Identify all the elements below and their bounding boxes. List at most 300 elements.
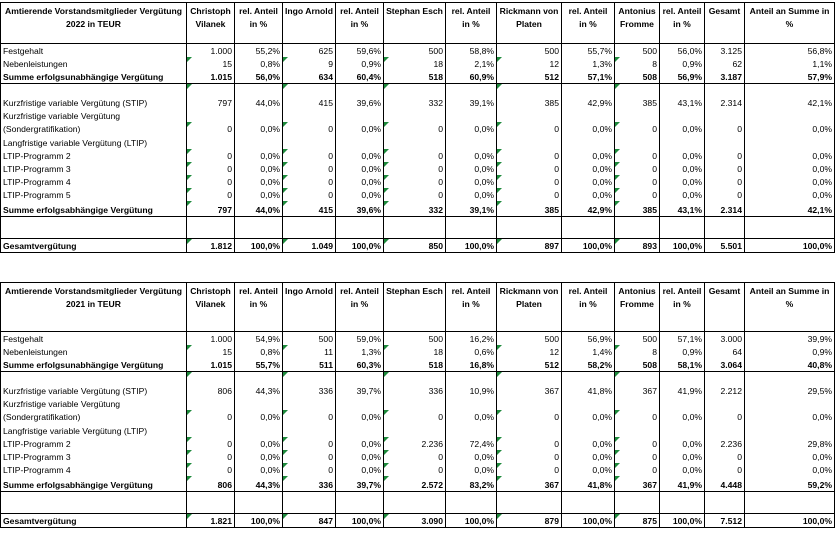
table-row <box>1 70 835 84</box>
value-cell: 508 <box>615 358 660 372</box>
value-cell: 0,0% <box>562 450 615 463</box>
value-cell: 0 <box>615 188 660 201</box>
value-cell: 41,9% <box>660 372 705 398</box>
value-cell: 0,0% <box>562 162 615 175</box>
table-title: Amtierende Vorstandsmitglieder Vergütung 2021 in TEUR <box>1 283 187 332</box>
empty-cell <box>615 135 660 149</box>
value-cell: 43,1% <box>660 201 705 217</box>
table-row <box>1 397 835 410</box>
row-label: (Sondergratifikation) <box>1 410 187 423</box>
column-header: Gesamt <box>705 283 745 332</box>
empty-cell <box>497 492 562 514</box>
value-cell: 415 <box>283 201 336 217</box>
column-header: rel. Anteil in % <box>235 3 283 44</box>
column-header: rel. Anteil in % <box>336 283 384 332</box>
empty-cell <box>562 492 615 514</box>
value-cell: 72,4% <box>446 437 497 450</box>
empty-cell <box>235 397 283 410</box>
empty-cell <box>660 423 705 437</box>
value-cell: 0,0% <box>660 463 705 476</box>
value-cell: 42,9% <box>562 201 615 217</box>
value-cell: 0,0% <box>745 463 835 476</box>
value-cell: 806 <box>187 476 235 492</box>
empty-cell <box>497 109 562 122</box>
column-header: rel. Anteil in % <box>446 283 497 332</box>
column-header: Stephan Esch <box>384 3 446 44</box>
value-cell: 518 <box>384 358 446 372</box>
table-row <box>1 463 835 476</box>
value-cell: 1.015 <box>187 358 235 372</box>
value-cell: 0 <box>283 410 336 423</box>
value-cell: 0 <box>283 122 336 135</box>
row-label: Langfristige variable Vergütung (LTIP) <box>1 423 187 437</box>
value-cell: 2.212 <box>705 372 745 398</box>
value-cell: 797 <box>187 84 235 110</box>
value-cell: 55,7% <box>235 358 283 372</box>
table-row <box>1 135 835 149</box>
value-cell: 512 <box>497 70 562 84</box>
table-header-row <box>1 283 835 332</box>
empty-cell <box>336 135 384 149</box>
value-cell: 29,8% <box>745 437 835 450</box>
value-cell: 2.572 <box>384 476 446 492</box>
value-cell: 42,9% <box>562 84 615 110</box>
empty-cell <box>562 217 615 239</box>
empty-cell <box>187 217 235 239</box>
value-cell: 1.000 <box>187 44 235 58</box>
column-header: Christoph Vilanek <box>187 3 235 44</box>
compensation-table-2021 <box>0 282 835 528</box>
value-cell: 9 <box>283 57 336 70</box>
value-cell: 0,0% <box>446 149 497 162</box>
value-cell: 0,0% <box>660 450 705 463</box>
empty-cell <box>283 492 336 514</box>
value-cell: 39,7% <box>336 476 384 492</box>
value-cell: 1.821 <box>187 514 235 528</box>
value-cell: 1.000 <box>187 332 235 346</box>
value-cell: 0 <box>384 175 446 188</box>
row-label: Summe erfolgsabhängige Vergütung <box>1 476 187 492</box>
value-cell: 0 <box>705 188 745 201</box>
value-cell: 100,0% <box>745 239 835 253</box>
value-cell: 56,9% <box>660 70 705 84</box>
empty-cell <box>187 109 235 122</box>
empty-cell <box>446 109 497 122</box>
value-cell: 0 <box>187 410 235 423</box>
empty-cell <box>497 217 562 239</box>
value-cell: 55,2% <box>235 44 283 58</box>
value-cell: 57,1% <box>562 70 615 84</box>
value-cell: 2,1% <box>446 57 497 70</box>
value-cell: 367 <box>615 476 660 492</box>
value-cell: 1.049 <box>283 239 336 253</box>
empty-cell <box>497 397 562 410</box>
value-cell: 0 <box>187 463 235 476</box>
value-cell: 0,0% <box>745 162 835 175</box>
value-cell: 12 <box>497 57 562 70</box>
value-cell: 62 <box>705 57 745 70</box>
column-header: rel. Anteil in % <box>336 3 384 44</box>
value-cell: 0 <box>283 188 336 201</box>
value-cell: 0,0% <box>235 122 283 135</box>
empty-cell <box>660 492 705 514</box>
value-cell: 29,5% <box>745 372 835 398</box>
value-cell: 0 <box>187 188 235 201</box>
value-cell: 0 <box>497 450 562 463</box>
value-cell: 0 <box>384 410 446 423</box>
value-cell: 367 <box>615 372 660 398</box>
value-cell: 0,0% <box>562 188 615 201</box>
value-cell: 0 <box>615 149 660 162</box>
value-cell: 0,0% <box>562 122 615 135</box>
value-cell: 0 <box>705 463 745 476</box>
value-cell: 0 <box>615 175 660 188</box>
value-cell: 3.090 <box>384 514 446 528</box>
empty-cell <box>235 109 283 122</box>
value-cell: 59,2% <box>745 476 835 492</box>
value-cell: 0,0% <box>446 410 497 423</box>
value-cell: 7.512 <box>705 514 745 528</box>
value-cell: 500 <box>497 332 562 346</box>
row-label: Summe erfolgsabhängige Vergütung <box>1 201 187 217</box>
value-cell: 1.015 <box>187 70 235 84</box>
value-cell: 0 <box>705 162 745 175</box>
value-cell: 0 <box>705 149 745 162</box>
value-cell: 0,0% <box>745 149 835 162</box>
value-cell: 39,7% <box>336 372 384 398</box>
value-cell: 0 <box>384 463 446 476</box>
value-cell: 0 <box>497 162 562 175</box>
empty-cell <box>283 109 336 122</box>
empty-cell <box>615 109 660 122</box>
empty-cell <box>562 423 615 437</box>
value-cell: 58,1% <box>660 358 705 372</box>
column-header: rel. Anteil in % <box>562 3 615 44</box>
empty-cell <box>235 492 283 514</box>
value-cell: 0 <box>384 450 446 463</box>
value-cell: 2.236 <box>705 437 745 450</box>
empty-cell <box>187 397 235 410</box>
value-cell: 16,2% <box>446 332 497 346</box>
value-cell: 500 <box>283 332 336 346</box>
value-cell: 41,8% <box>562 476 615 492</box>
value-cell: 100,0% <box>235 239 283 253</box>
empty-cell <box>384 109 446 122</box>
value-cell: 18 <box>384 345 446 358</box>
empty-cell <box>705 135 745 149</box>
value-cell: 39,1% <box>446 84 497 110</box>
value-cell: 385 <box>615 84 660 110</box>
value-cell: 2.314 <box>705 84 745 110</box>
column-header: rel. Anteil in % <box>446 3 497 44</box>
table-row <box>1 332 835 346</box>
row-label: LTIP-Programm 2 <box>1 149 187 162</box>
empty-cell <box>336 423 384 437</box>
value-cell: 0 <box>187 149 235 162</box>
empty-cell <box>384 135 446 149</box>
value-cell: 0,0% <box>336 410 384 423</box>
row-label: Summe erfolgsunabhängige Vergütung <box>1 70 187 84</box>
value-cell: 100,0% <box>336 239 384 253</box>
value-cell: 634 <box>283 70 336 84</box>
empty-cell <box>446 423 497 437</box>
value-cell: 60,4% <box>336 70 384 84</box>
value-cell: 0,0% <box>660 162 705 175</box>
row-label: Gesamtvergütung <box>1 514 187 528</box>
table-row <box>1 358 835 372</box>
empty-cell <box>235 217 283 239</box>
value-cell: 850 <box>384 239 446 253</box>
empty-cell <box>745 109 835 122</box>
value-cell: 3.125 <box>705 44 745 58</box>
value-cell: 1,3% <box>336 345 384 358</box>
empty-cell <box>705 109 745 122</box>
empty-cell <box>336 109 384 122</box>
column-header: Anteil an Summe in % <box>745 283 835 332</box>
value-cell: 0,9% <box>660 57 705 70</box>
empty-cell <box>705 217 745 239</box>
empty-cell <box>497 423 562 437</box>
value-cell: 0 <box>283 175 336 188</box>
value-cell: 0 <box>283 162 336 175</box>
value-cell: 0,0% <box>235 437 283 450</box>
value-cell: 100,0% <box>562 514 615 528</box>
empty-cell <box>660 109 705 122</box>
value-cell: 0,0% <box>336 175 384 188</box>
column-header: Ingo Arnold <box>283 283 336 332</box>
table-row <box>1 84 835 110</box>
row-label: Kurzfristige variable Vergütung <box>1 109 187 122</box>
empty-cell <box>705 397 745 410</box>
table-title: Amtierende Vorstandsmitglieder Vergütung 2022 in TEUR <box>1 3 187 44</box>
table-row <box>1 162 835 175</box>
value-cell: 0 <box>283 149 336 162</box>
table-row <box>1 201 835 217</box>
empty-cell <box>562 109 615 122</box>
value-cell: 0,0% <box>745 188 835 201</box>
value-cell: 518 <box>384 70 446 84</box>
empty-cell <box>615 217 660 239</box>
value-cell: 500 <box>384 44 446 58</box>
value-cell: 500 <box>497 44 562 58</box>
value-cell: 58,8% <box>446 44 497 58</box>
value-cell: 64 <box>705 345 745 358</box>
value-cell: 2.314 <box>705 201 745 217</box>
value-cell: 508 <box>615 70 660 84</box>
value-cell: 0,0% <box>336 122 384 135</box>
empty-cell <box>705 492 745 514</box>
value-cell: 0,0% <box>562 437 615 450</box>
empty-cell <box>384 217 446 239</box>
value-cell: 0,0% <box>745 410 835 423</box>
value-cell: 0,0% <box>745 450 835 463</box>
value-cell: 56,8% <box>745 44 835 58</box>
empty-cell <box>336 397 384 410</box>
row-label: (Sondergratifikation) <box>1 122 187 135</box>
value-cell: 56,9% <box>562 332 615 346</box>
table-row <box>1 514 835 528</box>
column-header: rel. Anteil in % <box>660 283 705 332</box>
value-cell: 500 <box>615 44 660 58</box>
value-cell: 0 <box>615 122 660 135</box>
value-cell: 39,9% <box>745 332 835 346</box>
empty-cell <box>384 423 446 437</box>
value-cell: 500 <box>615 332 660 346</box>
empty-cell <box>745 217 835 239</box>
row-label: Nebenleistungen <box>1 345 187 358</box>
value-cell: 3.000 <box>705 332 745 346</box>
row-label: Festgehalt <box>1 332 187 346</box>
row-label: LTIP-Programm 4 <box>1 463 187 476</box>
column-header: Stephan Esch <box>384 283 446 332</box>
value-cell: 3.064 <box>705 358 745 372</box>
empty-cell <box>336 217 384 239</box>
value-cell: 41,8% <box>562 372 615 398</box>
value-cell: 42,1% <box>745 84 835 110</box>
value-cell: 0,0% <box>446 188 497 201</box>
value-cell: 44,3% <box>235 476 283 492</box>
value-cell: 39,6% <box>336 201 384 217</box>
value-cell: 10,9% <box>446 372 497 398</box>
value-cell: 0 <box>615 162 660 175</box>
value-cell: 0,0% <box>446 162 497 175</box>
value-cell: 12 <box>497 345 562 358</box>
value-cell: 100,0% <box>446 514 497 528</box>
value-cell: 897 <box>497 239 562 253</box>
value-cell: 0,0% <box>235 149 283 162</box>
value-cell: 797 <box>187 201 235 217</box>
value-cell: 0,6% <box>446 345 497 358</box>
value-cell: 0,0% <box>336 188 384 201</box>
empty-cell <box>1 217 187 239</box>
value-cell: 0 <box>497 437 562 450</box>
table-header-row <box>1 3 835 44</box>
value-cell: 40,8% <box>745 358 835 372</box>
value-cell: 1,3% <box>562 57 615 70</box>
value-cell: 0,0% <box>745 122 835 135</box>
value-cell: 59,0% <box>336 332 384 346</box>
table-row <box>1 109 835 122</box>
value-cell: 625 <box>283 44 336 58</box>
compensation-table-2022 <box>0 2 835 253</box>
value-cell: 44,3% <box>235 372 283 398</box>
value-cell: 100,0% <box>745 514 835 528</box>
empty-cell <box>497 135 562 149</box>
value-cell: 43,1% <box>660 84 705 110</box>
value-cell: 0,0% <box>660 410 705 423</box>
empty-cell <box>446 135 497 149</box>
spacer-row <box>1 492 835 514</box>
column-header: Antonius Fromme <box>615 3 660 44</box>
value-cell: 60,3% <box>336 358 384 372</box>
value-cell: 367 <box>497 476 562 492</box>
table-row <box>1 476 835 492</box>
spacer-row <box>1 217 835 239</box>
empty-cell <box>615 423 660 437</box>
table-row <box>1 372 835 398</box>
row-label: Summe erfolgsunabhängige Vergütung <box>1 358 187 372</box>
value-cell: 0 <box>615 437 660 450</box>
value-cell: 0,0% <box>562 175 615 188</box>
value-cell: 41,9% <box>660 476 705 492</box>
value-cell: 0 <box>187 122 235 135</box>
value-cell: 0 <box>615 450 660 463</box>
value-cell: 0,0% <box>235 188 283 201</box>
value-cell: 0,8% <box>235 345 283 358</box>
value-cell: 0,0% <box>446 175 497 188</box>
value-cell: 336 <box>283 372 336 398</box>
value-cell: 5.501 <box>705 239 745 253</box>
value-cell: 0,0% <box>446 122 497 135</box>
value-cell: 806 <box>187 372 235 398</box>
value-cell: 336 <box>384 372 446 398</box>
empty-cell <box>384 397 446 410</box>
value-cell: 0,9% <box>745 345 835 358</box>
value-cell: 875 <box>615 514 660 528</box>
value-cell: 0,0% <box>336 463 384 476</box>
value-cell: 0,0% <box>660 175 705 188</box>
empty-cell <box>283 397 336 410</box>
value-cell: 42,1% <box>745 201 835 217</box>
value-cell: 0 <box>187 175 235 188</box>
value-cell: 0 <box>497 463 562 476</box>
empty-cell <box>384 492 446 514</box>
value-cell: 1,1% <box>745 57 835 70</box>
value-cell: 0 <box>187 450 235 463</box>
column-header: rel. Anteil in % <box>235 283 283 332</box>
empty-cell <box>745 423 835 437</box>
value-cell: 39,1% <box>446 201 497 217</box>
value-cell: 58,2% <box>562 358 615 372</box>
value-cell: 2.236 <box>384 437 446 450</box>
value-cell: 0,0% <box>660 437 705 450</box>
row-label: Kurzfristige variable Vergütung (STIP) <box>1 84 187 110</box>
value-cell: 0 <box>497 188 562 201</box>
row-label: Kurzfristige variable Vergütung <box>1 397 187 410</box>
empty-cell <box>283 217 336 239</box>
value-cell: 332 <box>384 201 446 217</box>
empty-cell <box>235 423 283 437</box>
value-cell: 0 <box>384 188 446 201</box>
table-row <box>1 345 835 358</box>
value-cell: 18 <box>384 57 446 70</box>
value-cell: 16,8% <box>446 358 497 372</box>
table-row <box>1 122 835 135</box>
column-header: Rickmann von Platen <box>497 283 562 332</box>
value-cell: 100,0% <box>562 239 615 253</box>
value-cell: 0 <box>705 175 745 188</box>
value-cell: 0 <box>615 410 660 423</box>
value-cell: 0,9% <box>336 57 384 70</box>
row-label: Festgehalt <box>1 44 187 58</box>
empty-cell <box>187 135 235 149</box>
value-cell: 11 <box>283 345 336 358</box>
value-cell: 0,0% <box>562 463 615 476</box>
column-header: rel. Anteil in % <box>562 283 615 332</box>
value-cell: 0,0% <box>562 410 615 423</box>
column-header: Ingo Arnold <box>283 3 336 44</box>
value-cell: 100,0% <box>235 514 283 528</box>
value-cell: 512 <box>497 358 562 372</box>
empty-cell <box>446 492 497 514</box>
value-cell: 57,9% <box>745 70 835 84</box>
value-cell: 15 <box>187 345 235 358</box>
empty-cell <box>187 423 235 437</box>
empty-cell <box>1 492 187 514</box>
empty-cell <box>660 135 705 149</box>
value-cell: 0 <box>705 122 745 135</box>
table-row <box>1 450 835 463</box>
